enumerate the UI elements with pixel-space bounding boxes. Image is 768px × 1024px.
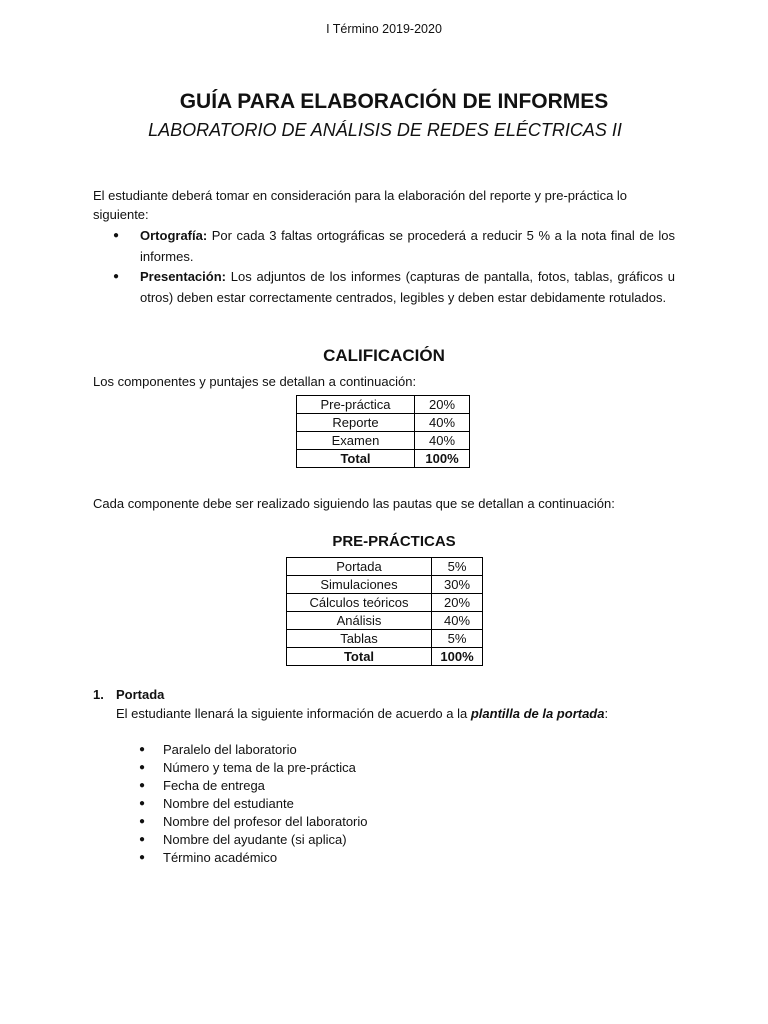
table-cell: 20% — [432, 594, 483, 612]
table-cell: 20% — [415, 396, 470, 414]
prepracticas-heading: PRE-PRÁCTICAS — [332, 533, 456, 550]
bullet-icon: ● — [139, 834, 146, 845]
rule-label: Ortografía: — [140, 228, 208, 243]
table-row — [287, 630, 483, 648]
portada-items-list — [93, 741, 593, 867]
page-header: I Término 2019-2020 — [326, 22, 442, 36]
table-cell: 100% — [415, 450, 470, 468]
table-cell: 40% — [432, 612, 483, 630]
list-item — [93, 849, 593, 867]
table-row — [287, 558, 483, 576]
table-cell: 5% — [432, 558, 483, 576]
bullet-icon: ● — [113, 230, 120, 241]
table-cell: Tablas — [287, 630, 432, 648]
table-cell: Simulaciones — [287, 576, 432, 594]
list-item — [93, 226, 675, 267]
list-item-text: Número y tema de la pre-práctica — [163, 760, 356, 775]
rules-list — [93, 226, 675, 308]
section-title: Portada — [116, 687, 165, 702]
bullet-icon: ● — [139, 852, 146, 863]
table-row-total — [297, 450, 470, 468]
list-item-text: Fecha de entrega — [163, 778, 265, 793]
cada-componente-text: Cada componente debe ser realizado siguiendo las pautas que se detallan a continuación: — [93, 496, 615, 511]
table-cell: 40% — [415, 414, 470, 432]
list-item-text: Nombre del estudiante — [163, 796, 294, 811]
bullet-icon: ● — [139, 762, 146, 773]
bullet-icon: ● — [139, 744, 146, 755]
list-item — [93, 759, 593, 777]
list-item-text: Paralelo del laboratorio — [163, 742, 297, 757]
bullet-icon: ● — [139, 780, 146, 791]
table-cell: Examen — [297, 432, 415, 450]
table-cell: 5% — [432, 630, 483, 648]
table-row — [287, 576, 483, 594]
list-item — [93, 813, 593, 831]
table-row — [287, 612, 483, 630]
bullet-icon: ● — [139, 816, 146, 827]
table-row — [297, 432, 470, 450]
text-fragment: : — [604, 706, 609, 721]
template-reference: plantilla de la portada — [470, 706, 605, 721]
table-cell: Total — [297, 450, 415, 468]
document-title: GUÍA PARA ELABORACIÓN DE INFORMES — [179, 90, 609, 113]
table-cell: Portada — [287, 558, 432, 576]
list-item — [93, 795, 593, 813]
table-cell: Total — [287, 648, 432, 666]
table-cell: Análisis — [287, 612, 432, 630]
table-cell: 30% — [432, 576, 483, 594]
text-fragment: El estudiante llenará la siguiente información de acuerdo a la — [116, 706, 471, 721]
list-item — [93, 777, 593, 795]
prepracticas-table — [286, 557, 483, 666]
table-cell: 40% — [415, 432, 470, 450]
calificacion-text: Los componentes y puntajes se detallan a continuación: — [93, 374, 417, 389]
calificacion-table — [296, 395, 470, 468]
list-item — [93, 267, 675, 308]
bullet-icon: ● — [113, 271, 120, 282]
rule-text: Los adjuntos de los informes (capturas de pantalla, fotos, tablas, gráficos u otros) deben estar correctamente centrados, legibles y deben estar debidamente rotulados. — [140, 269, 675, 305]
table-row-total — [287, 648, 483, 666]
section-number: 1. — [93, 687, 104, 702]
table-row — [297, 396, 470, 414]
rule-text: Por cada 3 faltas ortográficas se procederá a reducir 5 % a la nota final de los informes. — [140, 228, 675, 264]
table-cell: 100% — [432, 648, 483, 666]
portada-heading — [93, 687, 164, 702]
table-row — [287, 594, 483, 612]
list-item-text: Nombre del profesor del laboratorio — [163, 814, 368, 829]
table-cell: Cálculos teóricos — [287, 594, 432, 612]
portada-text — [116, 706, 608, 721]
document-subtitle: LABORATORIO DE ANÁLISIS DE REDES ELÉCTRICAS II — [148, 120, 622, 140]
bullet-icon: ● — [139, 798, 146, 809]
list-item — [93, 741, 593, 759]
table-row — [297, 414, 470, 432]
rule-label: Presentación: — [140, 269, 226, 284]
list-item — [93, 831, 593, 849]
table-cell: Reporte — [297, 414, 415, 432]
calificacion-heading: CALIFICACIÓN — [323, 346, 445, 365]
list-item-text: Término académico — [163, 850, 278, 865]
table-cell: Pre-práctica — [297, 396, 415, 414]
list-item-text: Nombre del ayudante (si aplica) — [163, 832, 347, 847]
intro-paragraph: El estudiante deberá tomar en consideración para la elaboración del reporte y pre-práctica lo siguiente: — [93, 188, 628, 222]
